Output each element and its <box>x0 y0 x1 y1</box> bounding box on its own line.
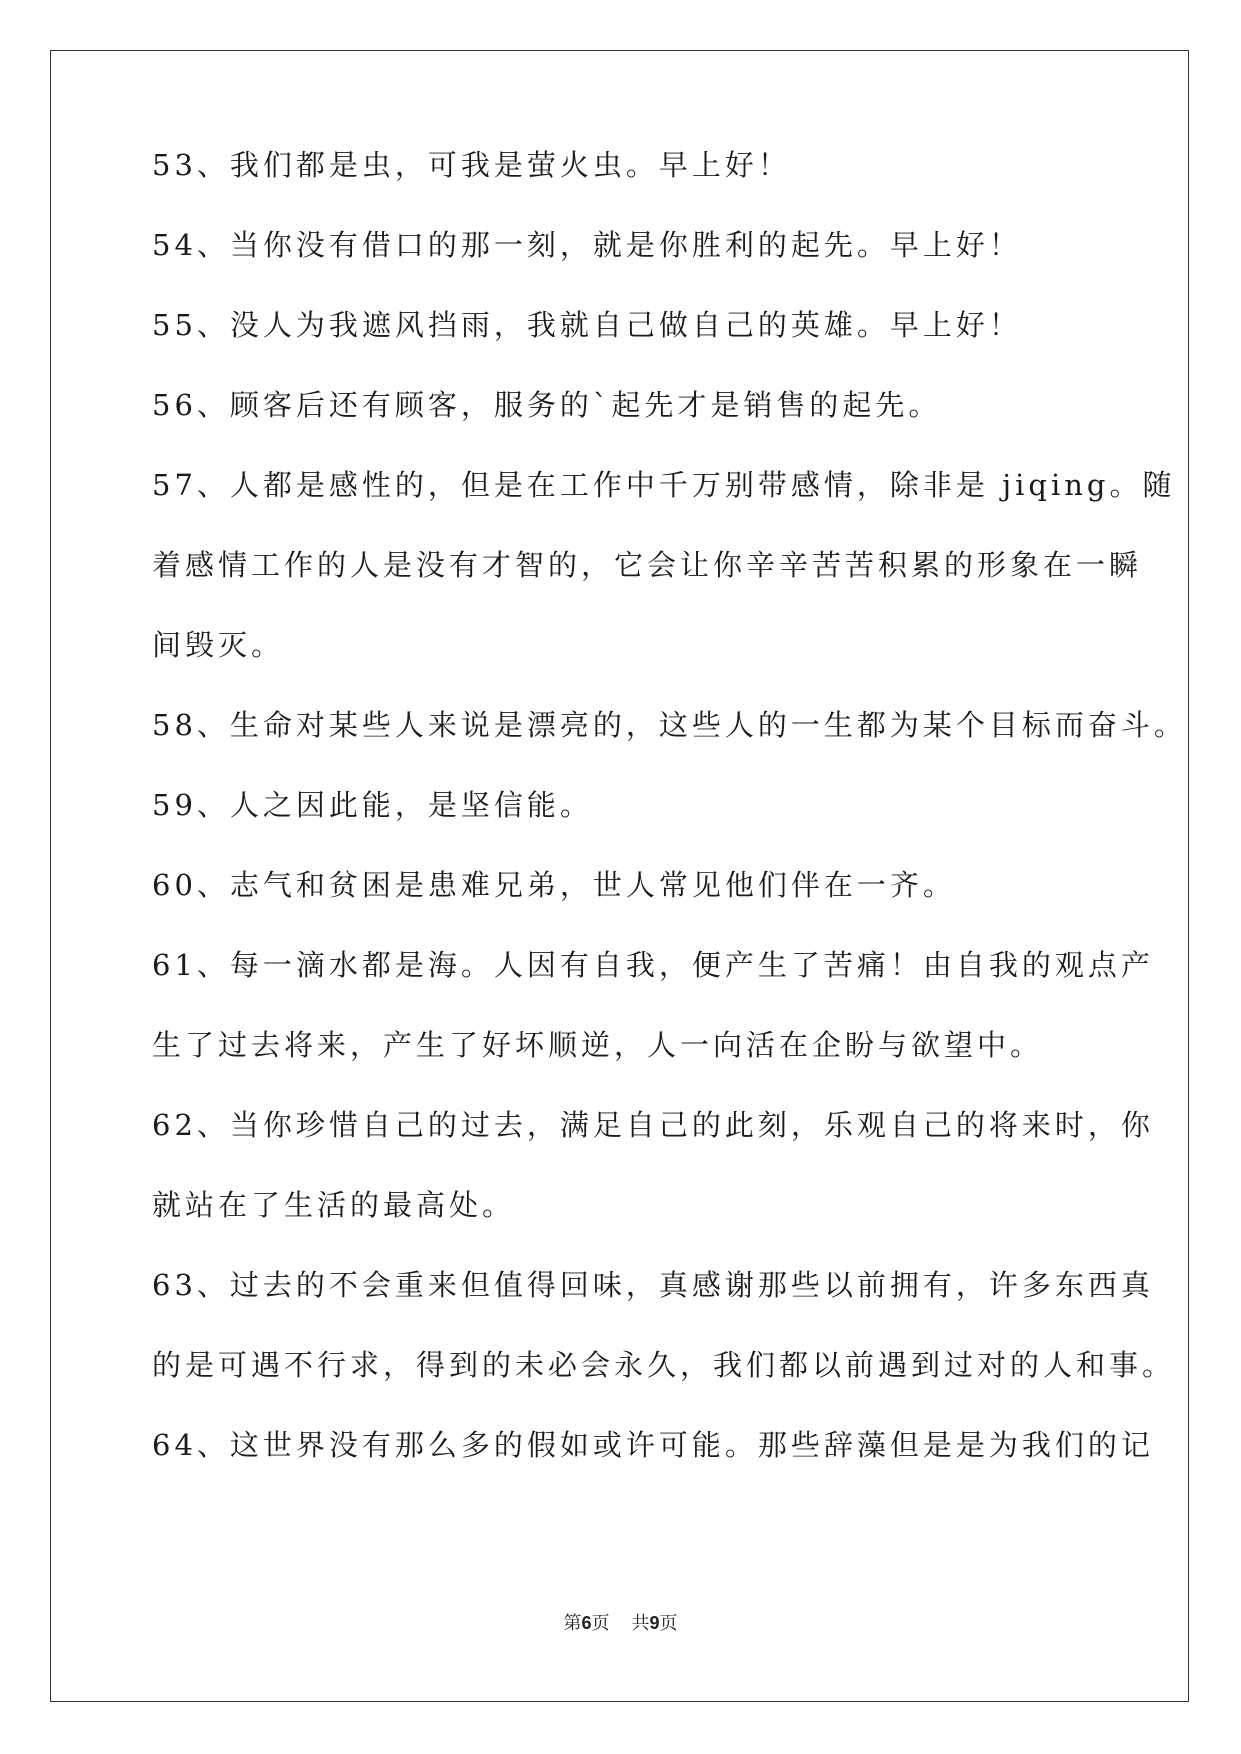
text-line: 54、当你没有借口的那一刻，就是你胜利的起先。早上好！ <box>152 228 1022 262</box>
text-line: 64、这世界没有那么多的假如或许可能。那些辞藻但是是为我们的记 <box>152 1428 1154 1462</box>
page-suffix: 页 <box>591 1613 610 1634</box>
text-line: 55、没人为我遮风挡雨，我就自己做自己的英雄。早上好！ <box>152 308 1022 342</box>
text-line: 61、每一滴水都是海。人因有自我，便产生了苦痛！由自我的观点产 <box>152 948 1154 982</box>
text-line: 60、志气和贫困是患难兄弟，世人常见他们伴在一齐。 <box>152 868 956 902</box>
text-line: 生了过去将来，产生了好坏顺逆，人一向活在企盼与欲望中。 <box>152 1028 1044 1062</box>
text-line: 57、人都是感性的，但是在工作中千万别带感情，除非是 jiqing。随 <box>152 468 1176 502</box>
total-suffix: 页 <box>659 1613 678 1634</box>
page-footer <box>0 1609 1241 1635</box>
text-line: 62、当你珍惜自己的过去，满足自己的此刻，乐观自己的将来时，你 <box>152 1108 1154 1142</box>
current-page-number: 6 <box>581 1613 592 1633</box>
text-line: 就站在了生活的最高处。 <box>152 1188 516 1222</box>
text-line: 56、顾客后还有顾客，服务的`起先才是销售的起先。 <box>152 388 942 422</box>
text-line: 58、生命对某些人来说是漂亮的，这些人的一生都为某个目标而奋斗。 <box>152 708 1187 742</box>
text-line: 间毁灭。 <box>152 628 285 662</box>
text-line: 59、人之因此能，是坚信能。 <box>152 788 593 822</box>
document-body <box>152 148 1187 1525</box>
text-line: 着感情工作的人是没有才智的，它会让你辛辛苦苦积累的形象在一瞬 <box>152 548 1143 582</box>
total-pages-number: 9 <box>649 1613 660 1633</box>
total-prefix: 共 <box>631 1613 650 1634</box>
text-line: 53、我们都是虫，可我是萤火虫。早上好！ <box>152 148 791 182</box>
page-prefix: 第 <box>563 1613 582 1634</box>
text-line: 的是可遇不行求，得到的未必会永久，我们都以前遇到过对的人和事。 <box>152 1348 1176 1382</box>
text-line: 63、过去的不会重来但值得回味，真感谢那些以前拥有，许多东西真 <box>152 1268 1154 1302</box>
